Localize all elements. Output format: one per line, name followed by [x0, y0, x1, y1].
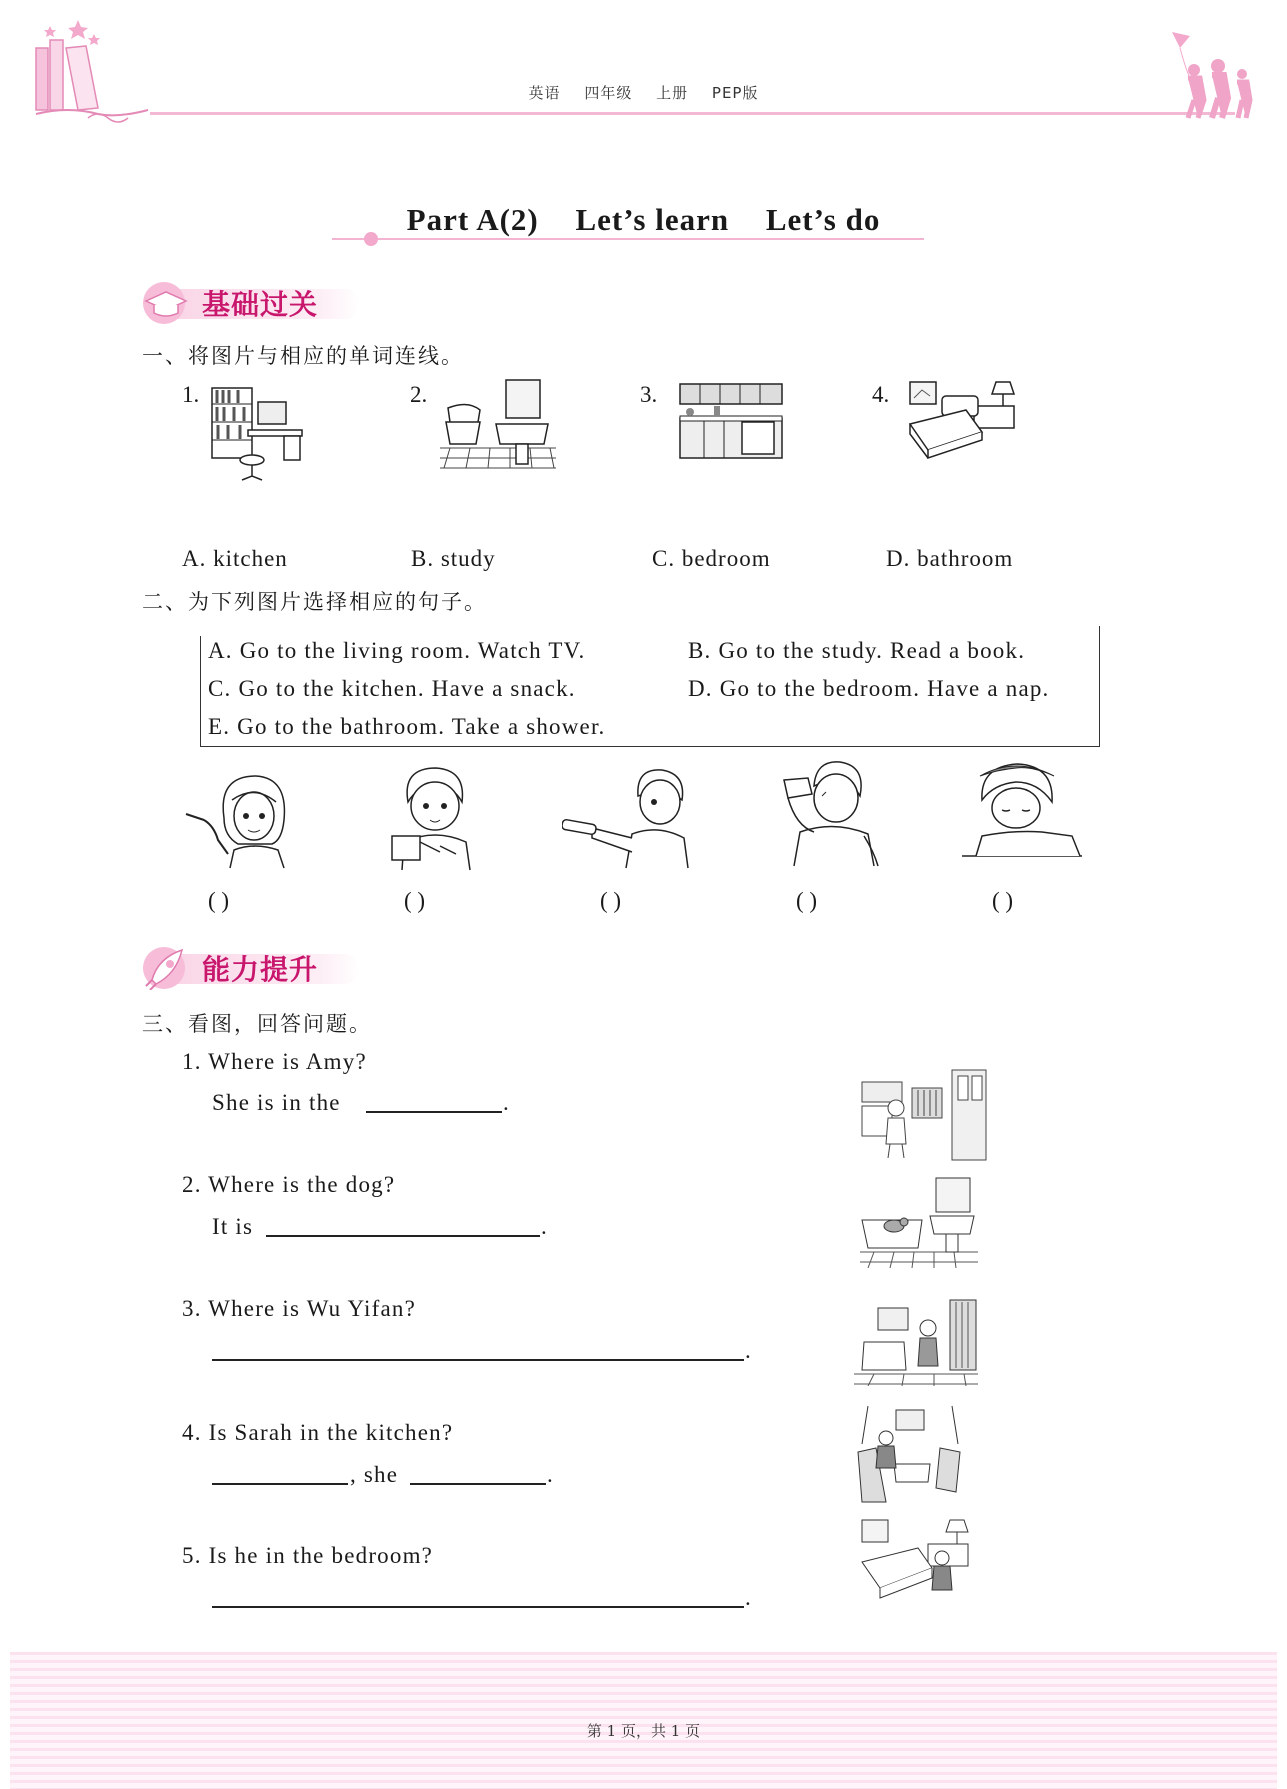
- title-rule: [332, 238, 924, 240]
- section-title-basic: 基础过关: [202, 288, 319, 321]
- q2-answer-1[interactable]: ( ): [208, 888, 230, 913]
- header-edition: PEP版: [711, 84, 759, 102]
- section-title-ability: 能力提升: [202, 953, 319, 986]
- q2-answer-2[interactable]: ( ): [404, 888, 426, 913]
- header-meta: [0, 82, 1287, 103]
- header-rule: [150, 112, 1235, 115]
- boy-snack-picture: [380, 762, 480, 872]
- bathroom-picture: [440, 378, 556, 470]
- q1-heading: 一、将图片与相应的单词连线。: [142, 344, 464, 368]
- q2-heading: 二、为下列图片选择相应的句子。: [142, 590, 487, 614]
- q3-answer-prefix-2: It is: [212, 1214, 254, 1239]
- children-kite-icon: [1160, 30, 1260, 120]
- title-learn: Let’s learn: [575, 202, 730, 237]
- bedroom-picture: [906, 380, 1018, 462]
- boy-bedroom-picture: [858, 1518, 972, 1602]
- q2-answer-5[interactable]: ( ): [992, 888, 1014, 913]
- q1-number-4: 4.: [872, 382, 890, 407]
- boy-shower-picture: [774, 756, 886, 868]
- q1-number-1: 1.: [182, 382, 200, 407]
- q1-word-d: D. bathroom: [886, 546, 1014, 571]
- q3-answer-blank-3[interactable]: [212, 1359, 744, 1361]
- q3-question-1: 1. Where is Amy?: [182, 1049, 367, 1074]
- q1-word-c: C. bedroom: [652, 546, 771, 571]
- sarah-living-room-picture: [856, 1404, 964, 1504]
- q3-answer-blank-5[interactable]: [212, 1606, 744, 1608]
- study-room-picture: [208, 382, 304, 486]
- q3-question-4: 4. Is Sarah in the kitchen?: [182, 1420, 454, 1445]
- q2-sentence-a: A. Go to the living room. Watch TV.: [208, 638, 586, 663]
- book-logo-icon: [28, 18, 158, 128]
- amy-study-picture: [860, 1068, 988, 1162]
- q2-sentence-b: B. Go to the study. Read a book.: [688, 638, 1026, 663]
- q3-end-2: .: [541, 1214, 548, 1239]
- dog-bathroom-picture: [860, 1176, 978, 1268]
- title-part: Part A(2): [406, 202, 539, 237]
- graduation-cap-icon: [140, 279, 192, 325]
- q3-mid-4: , she: [350, 1462, 399, 1487]
- q2-sentence-c: C. Go to the kitchen. Have a snack.: [208, 676, 576, 701]
- header-grade: 四年级: [584, 84, 633, 102]
- q1-number-3: 3.: [640, 382, 658, 407]
- q3-end-5: .: [745, 1585, 752, 1610]
- q3-heading: 三、看图，回答问题。: [142, 1012, 372, 1036]
- q1-word-b: B. study: [411, 546, 496, 571]
- wu-yifan-living-room-picture: [854, 1296, 978, 1386]
- q3-answer-blank-4a[interactable]: [212, 1483, 348, 1485]
- q3-end-4: .: [547, 1462, 554, 1487]
- q3-end-1: .: [503, 1090, 510, 1115]
- q1-number-2: 2.: [410, 382, 428, 407]
- q3-answer-blank-4b[interactable]: [410, 1483, 546, 1485]
- header-volume: 上册: [656, 84, 689, 102]
- q3-question-2: 2. Where is the dog?: [182, 1172, 396, 1197]
- rocket-icon: [140, 944, 192, 990]
- section-banner-ability: [140, 944, 370, 990]
- q2-sentence-d: D. Go to the bedroom. Have a nap.: [688, 676, 1050, 701]
- q3-question-3: 3. Where is Wu Yifan?: [182, 1296, 416, 1321]
- q3-question-5: 5. Is he in the bedroom?: [182, 1543, 434, 1568]
- kitchen-picture: [678, 382, 784, 460]
- q1-word-a: A. kitchen: [182, 546, 288, 571]
- q3-answer-blank-1[interactable]: [366, 1111, 502, 1113]
- girl-nap-picture: [962, 760, 1084, 860]
- section-banner-basic: [140, 279, 370, 325]
- boy-remote-picture: [562, 764, 692, 870]
- q2-answer-4[interactable]: ( ): [796, 888, 818, 913]
- q3-answer-blank-2[interactable]: [266, 1235, 540, 1237]
- q2-answer-3[interactable]: ( ): [600, 888, 622, 913]
- girl-pointing-picture: [184, 770, 296, 870]
- q3-end-3: .: [745, 1338, 752, 1363]
- q2-sentence-e: E. Go to the bathroom. Take a shower.: [208, 714, 606, 739]
- q3-answer-prefix-1: She is in the: [212, 1090, 341, 1115]
- header-subject: 英语: [528, 84, 561, 102]
- title-do: Let’s do: [765, 202, 881, 237]
- page-title: [0, 202, 1287, 238]
- page-number: 第 1 页，共 1 页: [586, 1722, 701, 1740]
- title-dot: [364, 232, 378, 246]
